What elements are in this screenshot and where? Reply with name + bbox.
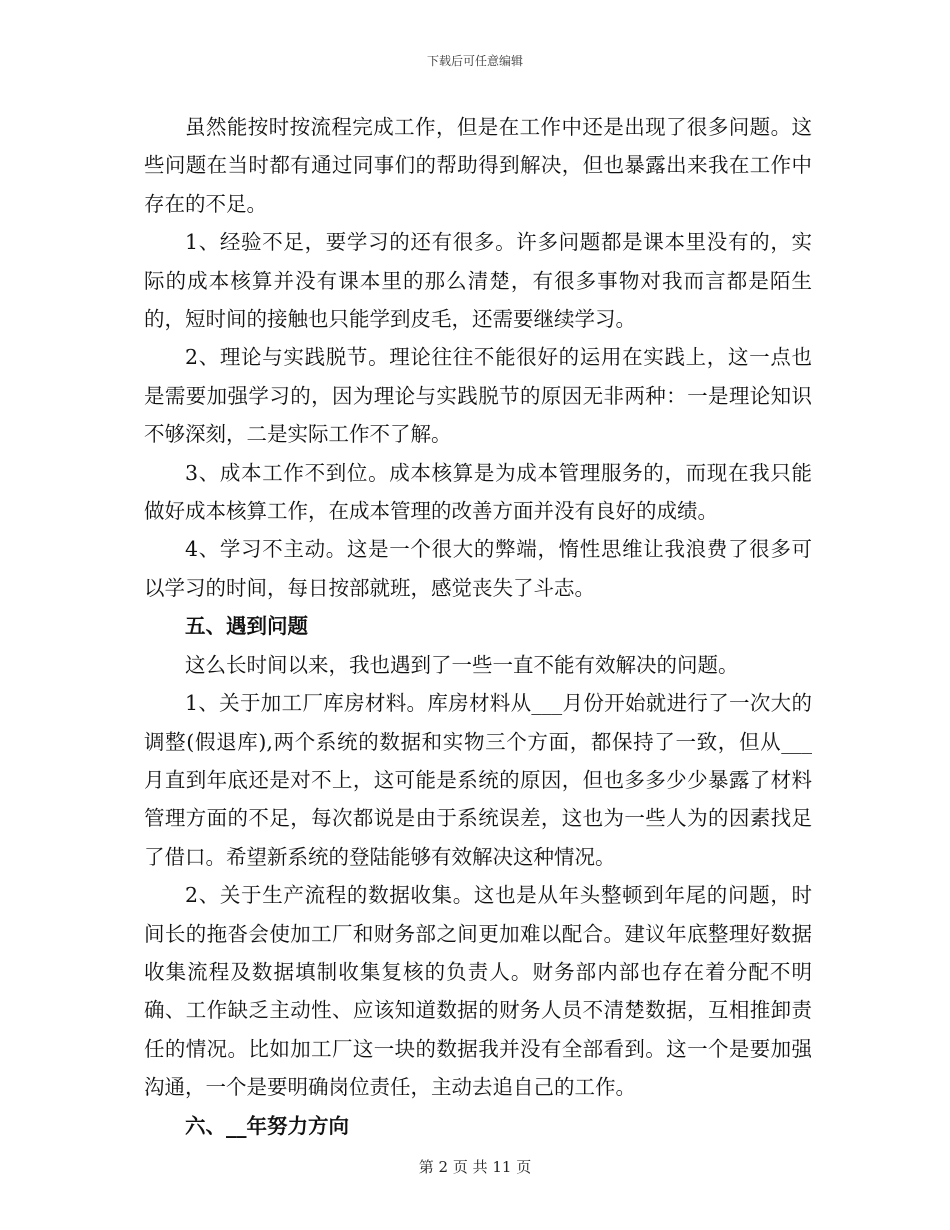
paragraph-section5-item-2: 2、关于生产流程的数据收集。这也是从年头整顿到年尾的问题，时间长的拖沓会使加工厂和财务部之间更加难以配合。建议年底整理好数据收集流程及数据填制收集复核的负责人。财务部内部也存在着分配不明确、工作缺乏主动性、应该知道数据的财务人员不清楚数据，互相推卸责任的情况。比如加工厂这一块的数据我并没有全部看到。这一个是要加强沟通，一个是要明确岗位责任，主动去追自己的工作。 [144,883,812,1100]
paragraph-section5-intro: 这么长时间以来，我也遇到了一些一直不能有效解决的问题。 [185,652,739,677]
page-header: 下载后可任意编辑 [426,54,523,68]
paragraph-intro: 虽然能按时按流程完成工作，但是在工作中还是出现了很多问题。这些问题在当时都有通过同事们的帮助得到解决，但也暴露出来我在工作中存在的不足。 [144,115,812,216]
document-body [144,108,812,1145]
paragraph-point-1: 1、经验不足，要学习的还有很多。许多问题都是课本里没有的，实际的成本核算并没有课本里的那么清楚，有很多事物对我而言都是陌生的，短时间的接触也只能学到皮毛，还需要继续学习。 [144,230,812,332]
paragraph-point-2: 2、理论与实践脱节。理论往往不能很好的运用在实践上，这一点也是需要加强学习的，因为理论与实践脱节的原因无非两种：一是理论知识不够深刻，二是实际工作不了解。 [144,345,812,447]
paragraph-point-4: 4、学习不主动。这是一个很大的弊端，惰性思维让我浪费了很多可以学习的时间，每日按部就班，感觉丧失了斗志。 [144,537,812,600]
paragraph-section5-item-1: 1、关于加工厂库房材料。库房材料从___月份开始就进行了一次大的调整(假退库),两个系统的数据和实物三个方面，都保持了一致，但从___月直到年底还是对不上，这可能是系统的原因，但也多多少少暴露了材料管理方面的不足，每次都说是由于系统误差，这也为一些人为的因素找足了借口。希望新系统的登陆能够有效解决这种情况。 [144,691,812,869]
section-heading-5: 五、遇到问题 [185,614,308,639]
paragraph-point-3: 3、成本工作不到位。成本核算是为成本管理服务的，而现在我只能做好成本核算工作，在成本管理的改善方面并没有良好的成绩。 [144,460,812,524]
section-heading-6: 六、__年努力方向 [185,1113,349,1138]
page-number-footer: 第 2 页 共 11 页 [418,1158,532,1176]
